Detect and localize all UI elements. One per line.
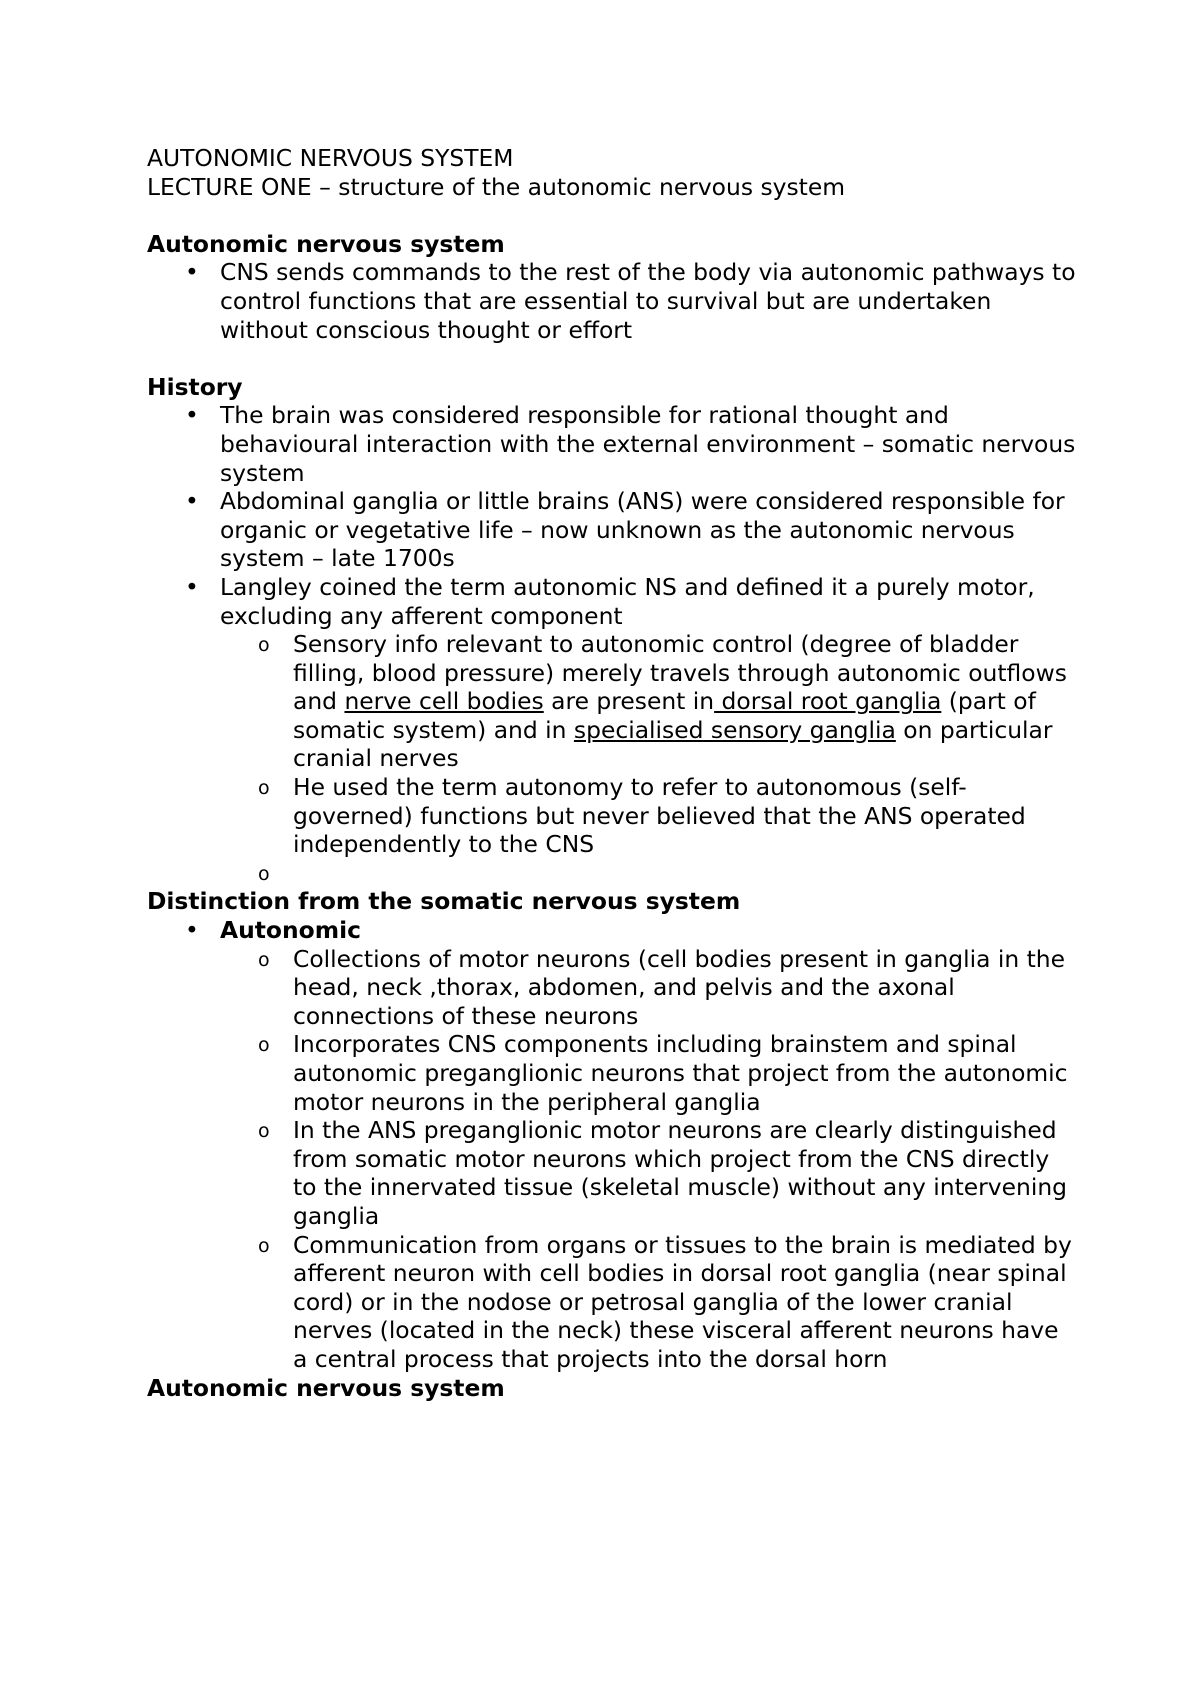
sub-item-text: (part of somatic system) and in	[293, 687, 1036, 744]
list-item: • CNS sends commands to the rest of the body via autonomic pathways to control functions that are essential to survival but are undertaken without conscious thought or effort	[147, 258, 1077, 344]
list-item	[147, 573, 1077, 888]
sub-list-item	[220, 630, 1077, 773]
blank-line	[147, 201, 1077, 230]
sub-list-item-empty	[220, 859, 1077, 888]
underlined-term: nerve cell bodies	[344, 687, 544, 716]
sub-item-text: Sensory info relevant to autonomic control (degree of bladder filling, blood pressure) merely travels through autonomic outflows and	[293, 630, 1067, 716]
lecture-subtitle: LECTURE ONE – structure of the autonomic nervous system	[147, 172, 846, 201]
ans-bullet-list	[147, 258, 1077, 344]
sub-list-item: o Incorporates CNS components including brainstem and spinal autonomic preganglionic neurons that project from the autonomic motor neurons in the peripheral ganglia	[220, 1030, 1077, 1116]
sub-item-text: are present in	[543, 687, 715, 716]
sub-item-text: on particular cranial nerves	[293, 715, 1053, 773]
underlined-term: specialised sensory ganglia	[573, 715, 896, 744]
sub-list-item: o Collections of motor neurons (cell bodies present in ganglia in the head, neck ,thorax, abdomen, and pelvis and the axonal connections of these neurons	[220, 945, 1077, 1031]
section-heading-history: History	[147, 372, 243, 401]
section-heading-ans: Autonomic nervous system	[147, 229, 505, 258]
document-title: AUTONOMIC NERVOUS SYSTEM	[147, 144, 514, 172]
sub-list-item: o Communication from organs or tissues to the brain is mediated by afferent neuron with cell bodies in dorsal root ganglia (near spinal cord) or in the nodose or petrosal ganglia of the lower cranial nerves (located in the neck) these visceral afferent neurons have a central process that projects into the dorsal horn	[220, 1231, 1077, 1374]
list-item-text: Autonomic	[220, 916, 361, 945]
underlined-term: dorsal root ganglia	[714, 687, 942, 716]
autonomic-sub-list	[147, 945, 1077, 1374]
blank-line	[147, 344, 1077, 373]
distinction-bullet-list	[147, 916, 1077, 1374]
document-body	[147, 144, 1077, 1402]
list-item-text: Langley coined the term autonomic NS and defined it a purely motor, excluding any afferent component	[220, 572, 1035, 630]
list-item: • Abdominal ganglia or little brains (ANS) were considered responsible for organic or vegetative life – now unknown as the autonomic nervous system – late 1700s	[147, 487, 1077, 573]
sub-list-item: o In the ANS preganglionic motor neurons are clearly distinguished from somatic motor neurons which project from the CNS directly to the innervated tissue (skeletal muscle) without any intervening ganglia	[220, 1116, 1077, 1230]
langley-sub-list	[147, 630, 1077, 887]
list-item	[147, 916, 1077, 1374]
section-heading-final: Autonomic nervous system	[147, 1373, 505, 1402]
sub-list-item: o He used the term autonomy to refer to autonomous (self-governed) functions but never believed that the ANS operated independently to the CNS	[220, 773, 1077, 859]
history-bullet-list	[147, 401, 1077, 887]
section-heading-distinction: Distinction from the somatic nervous system	[147, 887, 741, 916]
list-item: • The brain was considered responsible for rational thought and behavioural interaction with the external environment – somatic nervous system	[147, 401, 1077, 487]
